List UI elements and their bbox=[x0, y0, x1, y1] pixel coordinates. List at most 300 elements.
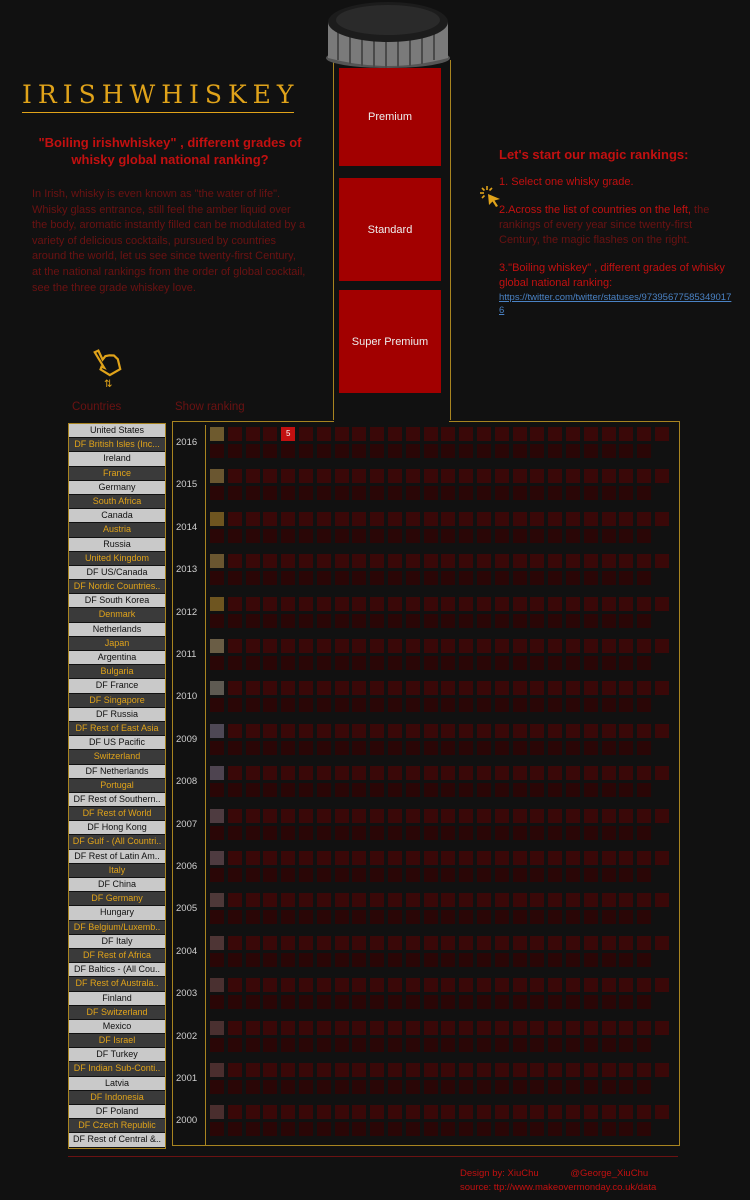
ranking-cell bbox=[548, 444, 562, 458]
country-item[interactable]: Hungary bbox=[69, 906, 165, 920]
ranking-cell bbox=[246, 1038, 260, 1052]
ranking-cell bbox=[281, 1038, 295, 1052]
ranking-cell bbox=[299, 893, 313, 907]
country-item[interactable]: Bulgaria bbox=[69, 665, 165, 679]
country-item[interactable]: DF Rest of World bbox=[69, 807, 165, 821]
ranking-cell bbox=[370, 614, 384, 628]
ranking-cell bbox=[263, 766, 277, 780]
ranking-cell bbox=[548, 681, 562, 695]
ranking-cell bbox=[263, 851, 277, 865]
ranking-cell bbox=[335, 486, 349, 500]
ranking-cell bbox=[513, 868, 527, 882]
ranking-cell bbox=[352, 868, 366, 882]
ranking-cell bbox=[228, 444, 242, 458]
ranking-cell bbox=[619, 1038, 633, 1052]
country-item[interactable]: DF US Pacific bbox=[69, 736, 165, 750]
ranking-cell bbox=[459, 724, 473, 738]
country-item[interactable]: Ireland bbox=[69, 452, 165, 466]
ranking-cell bbox=[459, 427, 473, 441]
country-item[interactable]: Latvia bbox=[69, 1077, 165, 1091]
ranking-cell bbox=[584, 809, 598, 823]
year-label: 2012 bbox=[176, 606, 198, 618]
grade-button-premium[interactable]: Premium bbox=[339, 68, 441, 166]
ranking-cell bbox=[584, 681, 598, 695]
ranking-cell bbox=[513, 469, 527, 483]
ranking-cell bbox=[424, 1080, 438, 1094]
grade-button-super-premium[interactable]: Super Premium bbox=[339, 290, 441, 393]
ranking-cell bbox=[335, 783, 349, 797]
ranking-cell bbox=[619, 614, 633, 628]
country-item[interactable]: DF Rest of Central &.. bbox=[69, 1133, 165, 1147]
ranking-cell bbox=[317, 698, 331, 712]
country-item[interactable]: DF Rest of Southern.. bbox=[69, 793, 165, 807]
ranking-cell bbox=[246, 809, 260, 823]
country-item[interactable]: DF France bbox=[69, 679, 165, 693]
ranking-cell bbox=[548, 512, 562, 526]
ranking-cell bbox=[388, 893, 402, 907]
ranking-cell bbox=[210, 953, 224, 967]
country-item[interactable]: DF Rest of Africa bbox=[69, 949, 165, 963]
country-item[interactable]: DF Gulf - (All Countri.. bbox=[69, 835, 165, 849]
title-underline bbox=[22, 112, 294, 113]
twitter-link[interactable]: https://twitter.com/twitter/statuses/973956775853490176 bbox=[499, 292, 732, 316]
ranking-cell bbox=[406, 766, 420, 780]
ranking-cell bbox=[352, 486, 366, 500]
ranking-cell bbox=[388, 1021, 402, 1035]
ranking-cell bbox=[370, 639, 384, 653]
ranking-cell bbox=[637, 1038, 651, 1052]
ranking-cell bbox=[388, 486, 402, 500]
ranking-cell bbox=[246, 953, 260, 967]
ranking-cell bbox=[228, 571, 242, 585]
ranking-cell bbox=[477, 1038, 491, 1052]
ranking-cell bbox=[281, 868, 295, 882]
ranking-cell bbox=[424, 486, 438, 500]
country-item[interactable]: Finland bbox=[69, 992, 165, 1006]
year-label: 2007 bbox=[176, 818, 198, 830]
ranking-cell bbox=[246, 1105, 260, 1119]
ranking-cell bbox=[406, 868, 420, 882]
ranking-cell bbox=[370, 978, 384, 992]
ranking-cell bbox=[388, 656, 402, 670]
year-marker bbox=[210, 469, 224, 483]
ranking-cell bbox=[317, 1105, 331, 1119]
ranking-cell bbox=[210, 529, 224, 543]
country-item[interactable]: Mexico bbox=[69, 1020, 165, 1034]
ranking-cell bbox=[602, 554, 616, 568]
ranking-cell bbox=[424, 554, 438, 568]
country-item[interactable]: DF Indonesia bbox=[69, 1091, 165, 1105]
ranking-cell bbox=[388, 953, 402, 967]
ranking-cell bbox=[530, 469, 544, 483]
step-2 bbox=[499, 203, 734, 248]
ranking-cell bbox=[530, 978, 544, 992]
country-item[interactable]: United States bbox=[69, 424, 165, 438]
ranking-cell bbox=[619, 529, 633, 543]
ranking-cell bbox=[317, 427, 331, 441]
ranking-cell bbox=[246, 851, 260, 865]
ranking-cell bbox=[352, 1038, 366, 1052]
ranking-cell bbox=[477, 766, 491, 780]
ranking-cell bbox=[335, 953, 349, 967]
ranking-cell bbox=[459, 529, 473, 543]
ranking-cell bbox=[424, 639, 438, 653]
ranking-cell bbox=[548, 868, 562, 882]
ranking-cell bbox=[513, 910, 527, 924]
ranking-cell bbox=[424, 1122, 438, 1136]
ranking-cell bbox=[228, 554, 242, 568]
ranking-cell bbox=[584, 741, 598, 755]
ranking-cell bbox=[352, 953, 366, 967]
country-item[interactable]: DF Rest of East Asia bbox=[69, 722, 165, 736]
ranking-cell bbox=[424, 571, 438, 585]
ranking-cell bbox=[530, 554, 544, 568]
ranking-cell bbox=[370, 910, 384, 924]
ranking-cell bbox=[459, 698, 473, 712]
ranking-cell bbox=[370, 783, 384, 797]
ranking-cell bbox=[281, 1080, 295, 1094]
ranking-cell bbox=[566, 1063, 580, 1077]
ranking-cell bbox=[246, 698, 260, 712]
ranking-cell bbox=[210, 614, 224, 628]
ranking-cell bbox=[370, 554, 384, 568]
country-item[interactable]: DF Indian Sub-Conti.. bbox=[69, 1062, 165, 1076]
ranking-cell bbox=[281, 444, 295, 458]
ranking-cell bbox=[619, 978, 633, 992]
country-item[interactable]: DF Rest of Australa.. bbox=[69, 977, 165, 991]
ranking-cell bbox=[459, 554, 473, 568]
country-item[interactable]: DF Baltics - (All Cou.. bbox=[69, 963, 165, 977]
ranking-cell bbox=[388, 554, 402, 568]
ranking-cell bbox=[263, 893, 277, 907]
ranking-cell bbox=[424, 766, 438, 780]
ranking-cell bbox=[317, 936, 331, 950]
ranking-cell bbox=[566, 766, 580, 780]
ranking-cell bbox=[388, 681, 402, 695]
ranking-cell bbox=[459, 741, 473, 755]
ranking-cell bbox=[299, 529, 313, 543]
ranking-cell bbox=[406, 826, 420, 840]
ranking-cell bbox=[513, 851, 527, 865]
ranking-cell bbox=[495, 529, 509, 543]
ranking-cell bbox=[370, 1063, 384, 1077]
ranking-cell bbox=[299, 1038, 313, 1052]
ranking-cell bbox=[459, 469, 473, 483]
ranking-cell bbox=[335, 554, 349, 568]
ranking-cell bbox=[655, 639, 669, 653]
country-item[interactable]: DF Switzerland bbox=[69, 1006, 165, 1020]
ranking-cell bbox=[263, 656, 277, 670]
country-item[interactable]: Portugal bbox=[69, 779, 165, 793]
ranking-cell bbox=[299, 910, 313, 924]
ranking-cell bbox=[388, 783, 402, 797]
ranking-cell bbox=[566, 783, 580, 797]
ranking-cell bbox=[477, 783, 491, 797]
ranking-cell bbox=[602, 910, 616, 924]
ranking-cell bbox=[441, 741, 455, 755]
ranking-cell bbox=[370, 571, 384, 585]
country-item[interactable]: DF Poland bbox=[69, 1105, 165, 1119]
ranking-cell bbox=[228, 1063, 242, 1077]
help-title: Let's start our magic rankings: bbox=[499, 147, 689, 162]
ranking-cell bbox=[281, 681, 295, 695]
country-item[interactable]: France bbox=[69, 467, 165, 481]
ranking-cell bbox=[246, 469, 260, 483]
ranking-cell bbox=[495, 1122, 509, 1136]
ranking-cell bbox=[602, 826, 616, 840]
ranking-cell bbox=[263, 1122, 277, 1136]
ranking-cell bbox=[495, 469, 509, 483]
ranking-cell bbox=[424, 910, 438, 924]
ranking-cell bbox=[317, 766, 331, 780]
ranking-cell bbox=[584, 427, 598, 441]
country-item[interactable]: DF Belgium/Luxemb.. bbox=[69, 921, 165, 935]
ranking-cell bbox=[619, 1122, 633, 1136]
ranking-cell bbox=[406, 1080, 420, 1094]
ranking-cell bbox=[637, 444, 651, 458]
country-item[interactable]: Japan bbox=[69, 637, 165, 651]
country-item[interactable]: DF Netherlands bbox=[69, 765, 165, 779]
ranking-cell bbox=[602, 639, 616, 653]
country-item[interactable]: United Kingdom bbox=[69, 552, 165, 566]
ranking-cell bbox=[388, 851, 402, 865]
ranking-cell bbox=[477, 1122, 491, 1136]
country-item[interactable]: DF Germany bbox=[69, 892, 165, 906]
ranking-cell bbox=[424, 826, 438, 840]
country-item[interactable]: DF Singapore bbox=[69, 694, 165, 708]
ranking-cell bbox=[477, 936, 491, 950]
ranking-cell bbox=[513, 571, 527, 585]
ranking-cell bbox=[352, 978, 366, 992]
ranking-cell bbox=[406, 639, 420, 653]
ranking-cell bbox=[210, 1080, 224, 1094]
ranking-cell bbox=[228, 1080, 242, 1094]
ranking-cell bbox=[335, 741, 349, 755]
ranking-cell bbox=[584, 783, 598, 797]
ranking-cell bbox=[210, 571, 224, 585]
ranking-cell bbox=[281, 953, 295, 967]
ranking-cell bbox=[317, 953, 331, 967]
ranking-cell bbox=[441, 910, 455, 924]
ranking-cell bbox=[424, 512, 438, 526]
ranking-cell bbox=[441, 512, 455, 526]
step-2-rest: the rankings of every year since twenty-first Century, the magic flashes on the right. bbox=[499, 204, 710, 246]
country-item[interactable]: DF China bbox=[69, 878, 165, 892]
year-marker bbox=[210, 427, 224, 441]
ranking-cell bbox=[513, 741, 527, 755]
ranking-cell bbox=[424, 698, 438, 712]
ranking-cell bbox=[495, 1080, 509, 1094]
country-item[interactable]: DF Czech Republic bbox=[69, 1119, 165, 1133]
ranking-cell bbox=[637, 529, 651, 543]
ranking-cell bbox=[228, 995, 242, 1009]
ranking-cell bbox=[370, 893, 384, 907]
ranking-cell bbox=[246, 597, 260, 611]
country-item[interactable]: DF Italy bbox=[69, 935, 165, 949]
ranking-cell bbox=[406, 893, 420, 907]
ranking-cell bbox=[459, 910, 473, 924]
year-marker bbox=[210, 978, 224, 992]
step-1 bbox=[499, 175, 734, 190]
country-item[interactable]: DF Hong Kong bbox=[69, 821, 165, 835]
ranking-cell bbox=[548, 614, 562, 628]
ranking-cell bbox=[370, 1105, 384, 1119]
ranking-cell bbox=[388, 1063, 402, 1077]
ranking-cell bbox=[477, 1063, 491, 1077]
country-item[interactable]: DF Rest of Latin Am.. bbox=[69, 850, 165, 864]
ranking-cell bbox=[566, 995, 580, 1009]
country-item[interactable]: DF Nordic Countries.. bbox=[69, 580, 165, 594]
country-item[interactable]: South Africa bbox=[69, 495, 165, 509]
ranking-cell bbox=[566, 444, 580, 458]
ranking-cell bbox=[513, 614, 527, 628]
ranking-cell bbox=[530, 724, 544, 738]
ranking-cell bbox=[424, 427, 438, 441]
grade-button-standard[interactable]: Standard bbox=[339, 178, 441, 281]
country-item[interactable]: Austria bbox=[69, 523, 165, 537]
country-item[interactable]: Germany bbox=[69, 481, 165, 495]
ranking-cell bbox=[335, 512, 349, 526]
country-item[interactable]: Argentina bbox=[69, 651, 165, 665]
ranking-cell bbox=[495, 597, 509, 611]
ranking-cell bbox=[584, 1063, 598, 1077]
ranking-cell bbox=[352, 783, 366, 797]
ranking-cell bbox=[352, 893, 366, 907]
ranking-cell bbox=[530, 614, 544, 628]
ranking-cell bbox=[441, 639, 455, 653]
ranking-cell bbox=[246, 1063, 260, 1077]
ranking-cell bbox=[513, 1122, 527, 1136]
ranking-cell bbox=[548, 639, 562, 653]
ranking-cell bbox=[530, 741, 544, 755]
ranking-cell bbox=[513, 656, 527, 670]
ranking-cell bbox=[548, 698, 562, 712]
ranking-cell bbox=[602, 469, 616, 483]
ranking-cell bbox=[335, 614, 349, 628]
sort-icon[interactable]: ⇅ bbox=[104, 379, 113, 390]
ranking-cell bbox=[495, 1105, 509, 1119]
ranking-cell bbox=[530, 1122, 544, 1136]
country-item[interactable]: DF Turkey bbox=[69, 1048, 165, 1062]
ranking-cell bbox=[388, 639, 402, 653]
country-item[interactable]: Italy bbox=[69, 864, 165, 878]
highlighted-rank-cell[interactable]: 5 bbox=[281, 427, 295, 441]
ranking-cell bbox=[263, 1105, 277, 1119]
ranking-cell bbox=[495, 427, 509, 441]
ranking-cell bbox=[388, 741, 402, 755]
ranking-cell bbox=[566, 427, 580, 441]
ranking-cell bbox=[513, 639, 527, 653]
ranking-cell bbox=[317, 995, 331, 1009]
ranking-cell bbox=[263, 554, 277, 568]
ranking-cell bbox=[263, 809, 277, 823]
ranking-cell bbox=[530, 639, 544, 653]
ranking-cell bbox=[495, 724, 509, 738]
ranking-cell bbox=[424, 1038, 438, 1052]
ranking-cell bbox=[246, 936, 260, 950]
ranking-cell bbox=[281, 597, 295, 611]
ranking-cell bbox=[388, 1122, 402, 1136]
ranking-cell bbox=[335, 936, 349, 950]
ranking-cell bbox=[548, 978, 562, 992]
ranking-cell bbox=[424, 681, 438, 695]
country-item[interactable]: Russia bbox=[69, 538, 165, 552]
ranking-cell bbox=[406, 597, 420, 611]
ranking-cell bbox=[228, 910, 242, 924]
country-item[interactable]: Denmark bbox=[69, 608, 165, 622]
ranking-cell bbox=[513, 681, 527, 695]
ranking-cell bbox=[228, 953, 242, 967]
ranking-cell bbox=[495, 1063, 509, 1077]
country-item[interactable]: DF Russia bbox=[69, 708, 165, 722]
country-item[interactable]: Switzerland bbox=[69, 750, 165, 764]
ranking-cell bbox=[495, 826, 509, 840]
ranking-cell bbox=[548, 427, 562, 441]
country-item[interactable]: Netherlands bbox=[69, 623, 165, 637]
country-item[interactable]: DF Israel bbox=[69, 1034, 165, 1048]
ranking-cell bbox=[246, 1080, 260, 1094]
ranking-cell bbox=[370, 995, 384, 1009]
ranking-cell bbox=[619, 469, 633, 483]
country-item[interactable]: DF British Isles (Inc... bbox=[69, 438, 165, 452]
ranking-cell bbox=[228, 741, 242, 755]
ranking-cell bbox=[228, 893, 242, 907]
ranking-cell bbox=[441, 1105, 455, 1119]
ranking-cell bbox=[619, 893, 633, 907]
ranking-cell bbox=[317, 1021, 331, 1035]
ranking-cell bbox=[637, 614, 651, 628]
ranking-cell bbox=[530, 656, 544, 670]
ranking-cell bbox=[299, 427, 313, 441]
ranking-cell bbox=[441, 656, 455, 670]
ranking-cell bbox=[441, 444, 455, 458]
ranking-cell bbox=[459, 571, 473, 585]
ranking-cell bbox=[406, 486, 420, 500]
ranking-cell bbox=[370, 529, 384, 543]
ranking-cell bbox=[566, 614, 580, 628]
ranking-cell bbox=[299, 554, 313, 568]
ranking-cell bbox=[513, 978, 527, 992]
ranking-cell bbox=[246, 529, 260, 543]
ranking-cell bbox=[352, 554, 366, 568]
country-item[interactable]: DF US/Canada bbox=[69, 566, 165, 580]
ranking-cell bbox=[299, 486, 313, 500]
ranking-cell bbox=[424, 656, 438, 670]
ranking-cell bbox=[566, 893, 580, 907]
ranking-cell bbox=[459, 1122, 473, 1136]
ranking-cell bbox=[335, 724, 349, 738]
ranking-cell bbox=[210, 444, 224, 458]
ranking-cell bbox=[619, 868, 633, 882]
ranking-cell bbox=[263, 741, 277, 755]
ranking-cell bbox=[513, 724, 527, 738]
ranking-cell bbox=[495, 783, 509, 797]
year-label: 2010 bbox=[176, 691, 198, 703]
ranking-cell bbox=[513, 1063, 527, 1077]
country-item[interactable]: Canada bbox=[69, 509, 165, 523]
country-item[interactable]: DF South Korea bbox=[69, 594, 165, 608]
ranking-cell bbox=[281, 741, 295, 755]
ranking-cell bbox=[406, 978, 420, 992]
ranking-cell bbox=[459, 681, 473, 695]
ranking-cell bbox=[655, 809, 669, 823]
ranking-cell bbox=[477, 978, 491, 992]
ranking-cell bbox=[513, 512, 527, 526]
year-label: 2001 bbox=[176, 1073, 198, 1084]
ranking-cell bbox=[602, 486, 616, 500]
ranking-cell bbox=[388, 809, 402, 823]
ranking-cell bbox=[352, 851, 366, 865]
